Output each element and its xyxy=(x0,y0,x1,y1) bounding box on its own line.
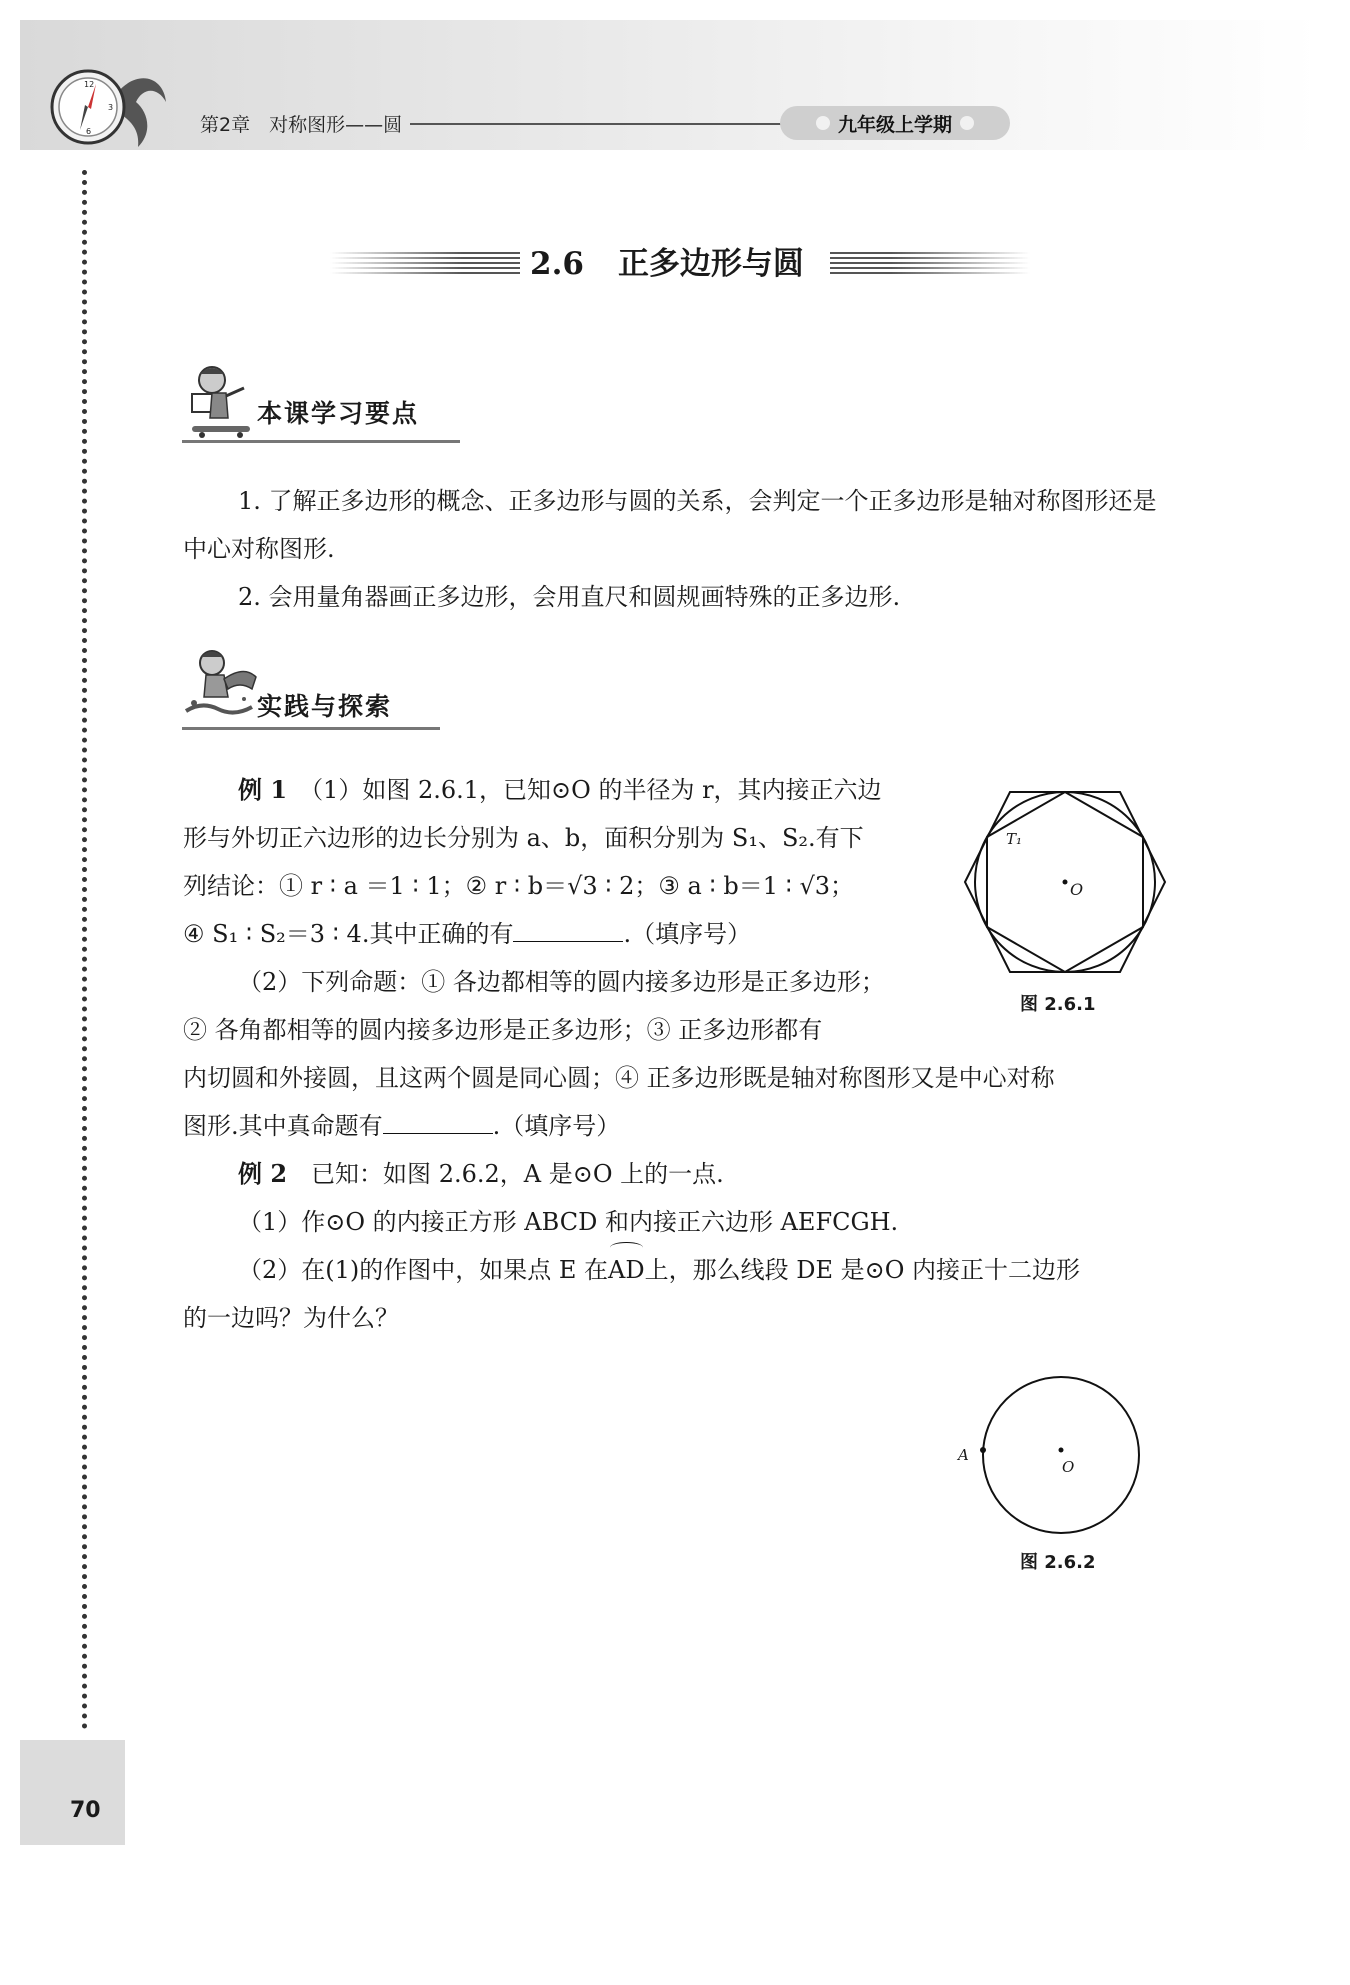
compass-logo-icon xyxy=(48,62,168,152)
example1-line2: 形与外切正六边形的边长分别为 a、b，面积分别为 S₁、S₂.有下 xyxy=(183,824,864,852)
example2-q1: （1）作⊙O 的内接正方形 ABCD 和内接正六边形 AEFCGH. xyxy=(238,1208,899,1236)
example2-q2-line2: 的一边吗？为什么？ xyxy=(183,1304,399,1332)
title-decoration-left xyxy=(330,252,520,274)
page-number-box xyxy=(20,1740,125,1845)
figure-2-6-2 xyxy=(978,1372,1144,1538)
fig1-label-T: T₁ xyxy=(1006,830,1023,848)
badge-dot-icon xyxy=(816,116,830,130)
header-grade-label: 九年级上学期 xyxy=(838,113,953,136)
header-grade-badge xyxy=(780,106,1010,140)
key-points-header xyxy=(182,360,462,440)
fig2-label-O: O xyxy=(1062,1458,1075,1476)
example2-label: 例 2 xyxy=(238,1159,288,1188)
example1-line1: 例 1 （1）如图 2.6.1，已知⊙O 的半径为 r，其内接正六边 xyxy=(238,775,882,804)
example1-part2-line4: 图形.其中真命题有 .（填序号） xyxy=(183,1102,1173,1150)
figure-2-6-1 xyxy=(955,782,1175,982)
key-point-1: 1. 了解正多边形的概念、正多边形与圆的关系，会判定一个正多边形是轴对称图形还是中心对称图形. xyxy=(183,487,1157,563)
svg-text:12: 12 xyxy=(84,80,95,89)
key-point-2: 2. 会用量角器画正多边形，会用直尺和圆规画特殊的正多边形. xyxy=(238,583,901,611)
circle-O xyxy=(983,1377,1139,1533)
example2-line1: 例 2 已知：如图 2.6.2，A 是⊙O 上的一点. xyxy=(238,1159,724,1188)
center-point xyxy=(1063,880,1068,885)
point-A xyxy=(980,1447,986,1453)
practice-heading: 实践与探索 xyxy=(257,692,393,721)
student-surfing-icon xyxy=(182,645,262,725)
student-reading-icon xyxy=(182,360,262,440)
center-point xyxy=(1059,1448,1064,1453)
answer-blank-2[interactable] xyxy=(383,1109,493,1134)
key-points-heading: 本课学习要点 xyxy=(257,399,420,428)
badge-dot-icon xyxy=(960,116,974,130)
example1-line4: ④ S₁ ∶ S₂＝3 ∶ 4.其中正确的有 .（填序号） xyxy=(183,910,943,958)
page-number: 70 xyxy=(70,1798,101,1823)
header-rule xyxy=(410,123,790,125)
example1-part2-line3: 内切圆和外接圆，且这两个圆是同心圆；④ 正多边形既是轴对称图形又是中心对称 xyxy=(183,1064,1055,1092)
header-chapter: 第2章 对称图形——圆 xyxy=(200,114,403,136)
key-points-underline xyxy=(182,440,460,443)
example1-part2-line2: ② 各角都相等的圆内接多边形是正多边形；③ 正多边形都有 xyxy=(183,1016,823,1044)
title-decoration-right xyxy=(830,252,1030,274)
section-title xyxy=(530,238,804,283)
example1-line3: 列结论：① r ∶ a ＝1 ∶ 1；② r ∶ b＝√3 ∶ 2；③ a ∶ b＝1 ∶ √3； xyxy=(183,872,855,900)
section-title-text: 正多边形与圆 xyxy=(617,246,804,282)
example2-q2: （2）在(1)的作图中，如果点 E 在AD上，那么线段 DE 是⊙O 内接正十二边形 xyxy=(183,1246,1173,1294)
fig2-caption: 图 2.6.2 xyxy=(1020,1552,1096,1573)
fig1-label-O: O xyxy=(1070,880,1084,899)
svg-text:3: 3 xyxy=(108,103,114,112)
fig2-label-A: A xyxy=(958,1446,969,1464)
answer-blank-1[interactable] xyxy=(513,917,623,942)
arc-AD: AD xyxy=(608,1246,645,1294)
fig1-caption: 图 2.6.1 xyxy=(1020,994,1096,1015)
example1-part2-line1: （2）下列命题：① 各边都相等的圆内接多边形是正多边形； xyxy=(238,968,885,996)
section-number: 2.6 xyxy=(530,246,584,282)
practice-underline xyxy=(182,727,440,730)
section-title-row xyxy=(330,238,1030,288)
dotted-margin-line xyxy=(82,170,87,1730)
example1-label: 例 1 xyxy=(238,775,288,804)
practice-header xyxy=(182,645,442,725)
svg-text:6: 6 xyxy=(86,127,92,136)
